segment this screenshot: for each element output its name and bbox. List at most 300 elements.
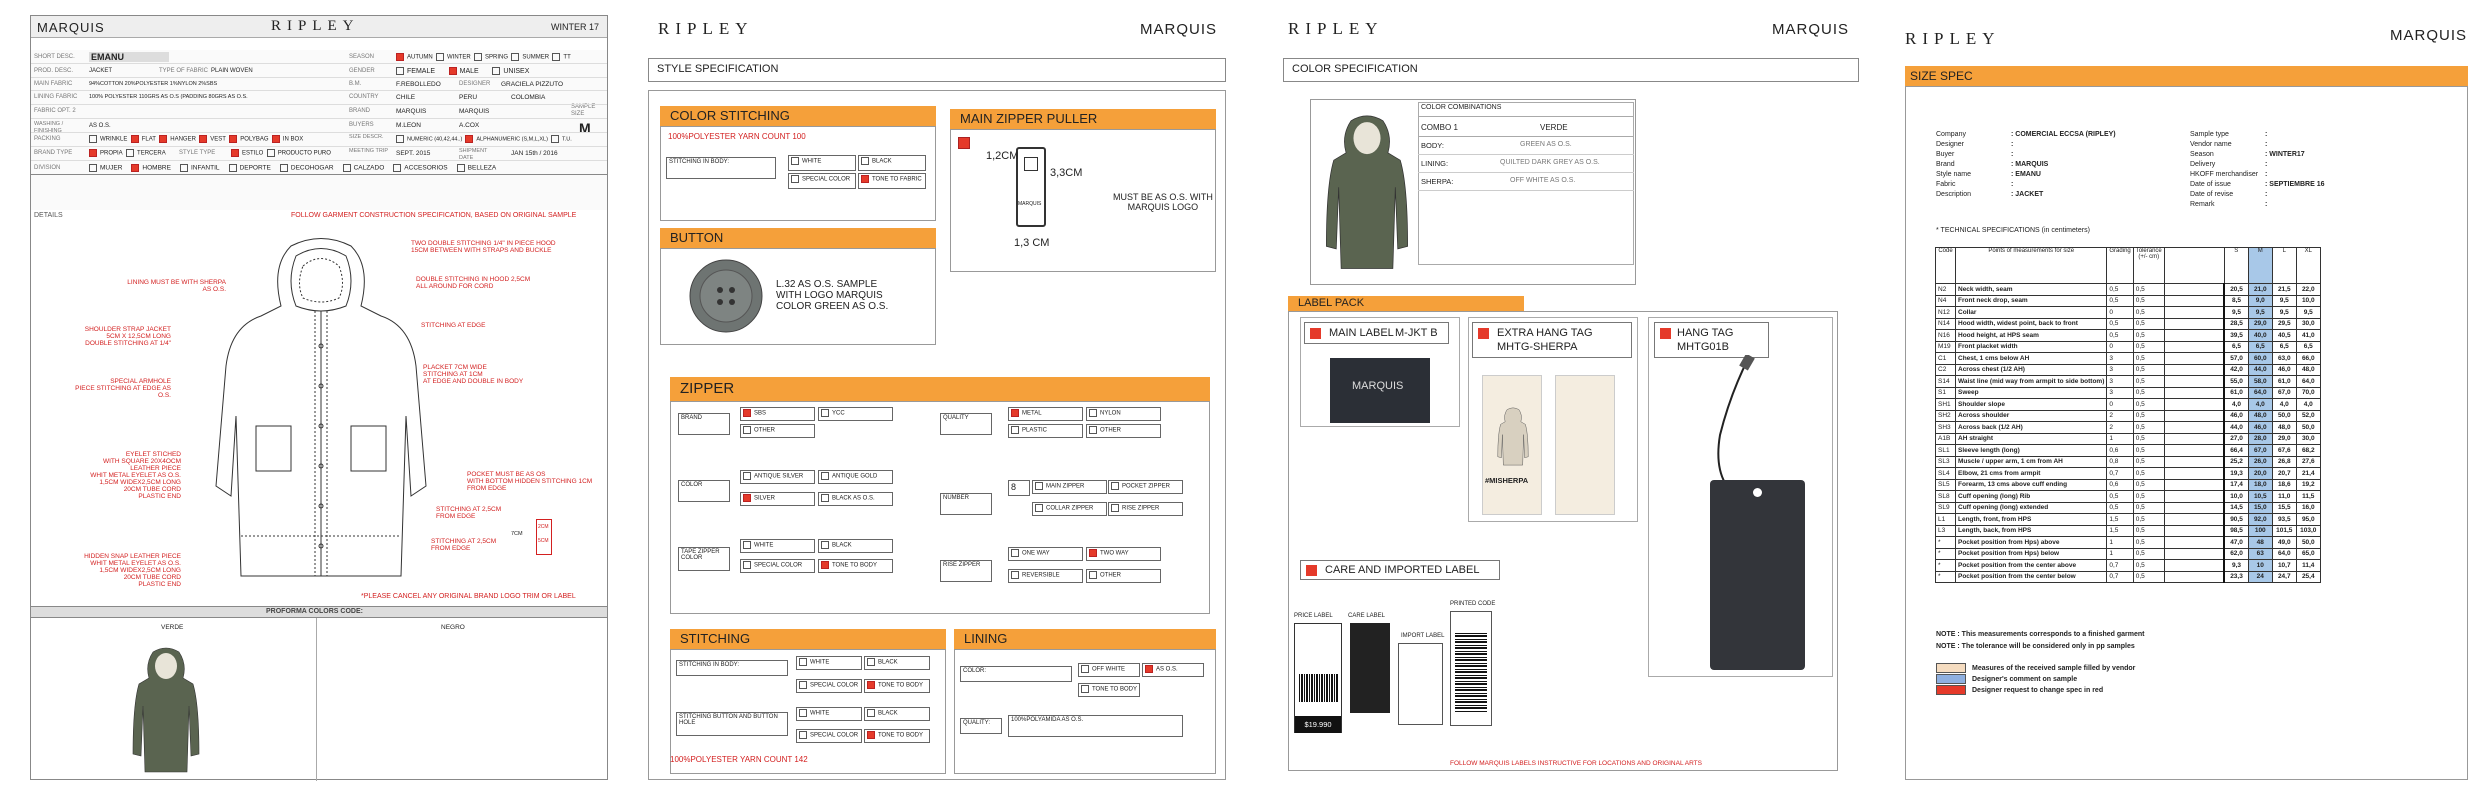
table-cell: 61,0: [2224, 387, 2248, 399]
dimension-label: 1,2CM: [986, 150, 1019, 162]
country-label: COUNTRY: [349, 94, 379, 100]
meeting-trip-label: MEETING TRIP: [349, 148, 389, 154]
table-cell: Across back (1/2 AH): [1956, 422, 2107, 434]
table-cell: 44,0: [2224, 422, 2248, 434]
table-row: [1936, 525, 2321, 537]
button-image: [688, 258, 764, 334]
checkbox[interactable]: [465, 135, 473, 143]
table-cell: [2164, 537, 2224, 549]
table-header-cell: M: [2248, 248, 2272, 284]
button-note: L.32 AS O.S. SAMPLE WITH LOGO MARQUIS COLOR GREEN AS O.S.: [776, 279, 889, 312]
option-cell[interactable]: OTHER: [740, 424, 815, 438]
jacket-technical-drawing: [211, 236, 431, 596]
legend-swatch: [1936, 674, 1966, 684]
checkbox[interactable]: [131, 164, 139, 172]
info-value: :: [2265, 201, 2268, 208]
table-cell: 15,5: [2272, 502, 2296, 514]
checkbox[interactable]: [180, 164, 188, 172]
checkbox[interactable]: [457, 164, 465, 172]
option-cell[interactable]: ANTIQUE GOLD: [818, 470, 893, 484]
table-cell: 0,6: [2107, 479, 2133, 491]
table-cell: 0,5: [2133, 445, 2164, 457]
table-cell: 9,0: [2248, 295, 2272, 307]
designer-label: DESIGNER: [459, 81, 491, 87]
table-cell: 20,7: [2272, 468, 2296, 480]
info-label: Season: [2190, 151, 2214, 158]
table-cell: 0,5: [2133, 571, 2164, 583]
table-cell: 50,0: [2296, 422, 2320, 434]
style-type-options: ESTILO PRODUCTO PURO: [231, 149, 331, 158]
table-cell: [2164, 468, 2224, 480]
table-cell: 29,0: [2272, 433, 2296, 445]
color-name: NEGRO: [441, 624, 465, 631]
table-cell: 24: [2248, 571, 2272, 583]
table-cell: Shoulder slope: [1956, 399, 2107, 411]
table-cell: [2164, 571, 2224, 583]
table-cell: 48,0: [2248, 410, 2272, 422]
table-cell: 3: [2107, 364, 2133, 376]
table-cell: 9,3: [2224, 560, 2248, 572]
checkbox[interactable]: [396, 135, 404, 143]
info-value: : WINTER17: [2265, 151, 2305, 158]
field-label: MAIN FABRIC: [34, 81, 73, 87]
option-cell[interactable]: MAIN ZIPPER: [1032, 480, 1107, 494]
buyers-label: BUYERS: [349, 122, 374, 128]
table-cell: 4,0: [2224, 399, 2248, 411]
note-line: NOTE : This measurements corresponds to a finished garment: [1936, 631, 2145, 638]
table-cell: 57,0: [2224, 353, 2248, 365]
table-cell: *: [1936, 548, 1956, 560]
hang-tag-title: HANG TAG MHTG01B: [1654, 322, 1769, 358]
option-cell[interactable]: BLACK: [858, 155, 926, 171]
table-cell: 0: [2107, 399, 2133, 411]
table-cell: 70,0: [2296, 387, 2320, 399]
table-cell: 0,5: [2107, 318, 2133, 330]
table-cell: Waist line (mid way from armpit to side bottom): [1956, 376, 2107, 388]
combo-row-value: OFF WHITE AS O.S.: [1510, 177, 1576, 184]
table-row: [1936, 284, 2321, 296]
info-row: [2190, 170, 2325, 180]
option-cell[interactable]: POCKET ZIPPER: [1108, 480, 1183, 494]
checkbox[interactable]: [474, 53, 482, 61]
table-cell: 11,4: [2296, 560, 2320, 572]
table-cell: Neck width, seam: [1956, 284, 2107, 296]
option-cell[interactable]: SPECIAL COLOR: [796, 729, 862, 743]
table-cell: 24,7: [2272, 571, 2296, 583]
table-cell: N12: [1936, 307, 1956, 319]
table-row: [1936, 318, 2321, 330]
table-header-cell: Tolerance (+/- cm): [2133, 248, 2164, 284]
checkbox[interactable]: [231, 149, 239, 157]
checkbox[interactable]: [492, 67, 500, 75]
table-cell: 0,5: [2133, 330, 2164, 342]
checkbox[interactable]: [396, 53, 404, 61]
field-label: FABRIC OPT. 2: [34, 108, 76, 114]
size-desc-options: NUMERIC (40,42,44..) ALPHANUMERIC (S,M,L,XL) T.U.: [396, 135, 572, 143]
table-cell: L3: [1936, 525, 1956, 537]
table-cell: 0,5: [2107, 502, 2133, 514]
table-cell: 6,5: [2248, 341, 2272, 353]
table-cell: Pocket position from Hps) above: [1956, 537, 2107, 549]
ripley-logo: RIPLEY: [1905, 29, 2001, 48]
info-label: Buyer: [1936, 151, 1955, 158]
table-row: [1936, 468, 2321, 480]
checkbox[interactable]: [393, 164, 401, 172]
table-cell: 19,2: [2296, 479, 2320, 491]
table-cell: 1,5: [2107, 525, 2133, 537]
option-cell[interactable]: SPECIAL COLOR: [740, 559, 815, 573]
table-cell: 25,4: [2296, 571, 2320, 583]
rise-zipper-label: RISE ZIPPER: [940, 560, 992, 582]
table-cell: SL8: [1936, 491, 1956, 503]
info-label: Fabric: [1936, 181, 1956, 188]
table-cell: Forearm, 13 cms above cuff ending: [1956, 479, 2107, 491]
field-label: LINING FABRIC: [34, 94, 78, 100]
table-cell: 0,5: [2133, 341, 2164, 353]
care-item-label: PRICE LABEL: [1294, 613, 1333, 619]
checkbox[interactable]: [436, 53, 444, 61]
table-cell: SL9: [1936, 502, 1956, 514]
legend-text: Designer's comment on sample: [1972, 675, 2078, 683]
option-cell[interactable]: TONE TO BODY: [864, 679, 930, 693]
button-header: BUTTON: [660, 228, 936, 248]
table-cell: 63: [2248, 548, 2272, 560]
table-cell: Length, back, from HPS: [1956, 525, 2107, 537]
table-cell: N14: [1936, 318, 1956, 330]
option-cell[interactable]: SPECIAL COLOR: [796, 679, 862, 693]
option-cell[interactable]: WHITE: [796, 707, 862, 721]
table-cell: 67,0: [2248, 445, 2272, 457]
table-row: [1936, 479, 2321, 491]
combo-row-label: LINING:: [1421, 159, 1449, 168]
info-row: [1936, 170, 2116, 180]
stitching-note: 100%POLYESTER YARN COUNT 142: [670, 755, 808, 764]
lining-quality-label: QUALITY:: [960, 718, 1002, 734]
option-cell[interactable]: OTHER: [1086, 424, 1161, 438]
table-cell: 0,5: [2133, 387, 2164, 399]
option-cell[interactable]: WHITE: [740, 539, 815, 553]
table-cell: 18,6: [2272, 479, 2296, 491]
table-cell: Elbow, 21 cms from armpit: [1956, 468, 2107, 480]
country-value: CHILE: [396, 94, 416, 101]
table-cell: 62,0: [2224, 548, 2248, 560]
checkbox[interactable]: [89, 164, 97, 172]
table-cell: 1: [2107, 433, 2133, 445]
combo-row-label: BODY:: [1421, 141, 1444, 150]
table-cell: AH straight: [1956, 433, 2107, 445]
info-label: Brand: [1936, 161, 1955, 168]
checkbox[interactable]: [280, 164, 288, 172]
combo-row-label: SHERPA:: [1421, 177, 1454, 186]
table-cell: 28,0: [2248, 433, 2272, 445]
dimension-label: 1,3 CM: [1014, 237, 1050, 249]
dimension-label: 3,3CM: [1050, 167, 1083, 179]
info-row: [2190, 140, 2325, 150]
table-header-cell: XL: [2296, 248, 2320, 284]
table-cell: Muscle / upper arm, 1 cm from AH: [1956, 456, 2107, 468]
table-cell: Length, front, from HPS: [1956, 514, 2107, 526]
info-row: [1936, 140, 2116, 150]
option-cell[interactable]: NYLON: [1086, 407, 1161, 421]
option-cell[interactable]: WHITE: [788, 155, 856, 171]
table-cell: 46,0: [2224, 410, 2248, 422]
option-cell[interactable]: BLACK: [864, 707, 930, 721]
option-cell[interactable]: BLACK: [818, 539, 893, 553]
option-cell[interactable]: SILVER: [740, 492, 815, 506]
field-value: EMANU: [89, 52, 169, 62]
table-row: [1936, 514, 2321, 526]
checkbox[interactable]: [551, 135, 559, 143]
checkbox[interactable]: [511, 53, 519, 61]
table-cell: 0,5: [2107, 284, 2133, 296]
legend-text: Measures of the received sample filled by vendor: [1972, 664, 2136, 672]
table-cell: 0,5: [2133, 295, 2164, 307]
table-cell: L1: [1936, 514, 1956, 526]
option-cell[interactable]: WHITE: [796, 656, 862, 670]
panel-color-specification: [1270, 15, 1860, 780]
main-zipper-header: MAIN ZIPPER PULLER: [950, 109, 1216, 129]
option-cell[interactable]: OTHER: [1086, 569, 1161, 583]
option-cell[interactable]: AS O.S.: [1142, 663, 1204, 677]
option-cell[interactable]: OFF WHITE: [1078, 663, 1140, 677]
callout-text: LINING MUST BE WITH SHERPA AS O.S.: [127, 279, 226, 293]
callout-text: STITCHING AT EDGE: [421, 322, 486, 329]
table-cell: 41,0: [2296, 330, 2320, 342]
table-cell: 10,5: [2248, 491, 2272, 503]
option-cell[interactable]: TONE TO FABRIC: [858, 173, 926, 189]
style-type-label: STYLE TYPE: [179, 150, 216, 156]
option-cell[interactable]: TWO WAY: [1086, 547, 1161, 561]
table-cell: Pocket position from the center below: [1956, 571, 2107, 583]
option-cell[interactable]: TONE TO BODY: [818, 559, 893, 573]
table-cell: 30,0: [2296, 318, 2320, 330]
info-label: Designer: [1936, 141, 1965, 148]
table-cell: 63,0: [2272, 353, 2296, 365]
legend-text: Designer request to change spec in red: [1972, 686, 2104, 694]
zipper-note: MUST BE AS O.S. WITH MARQUIS LOGO: [1113, 192, 1213, 212]
info-label: Delivery: [2190, 161, 2216, 168]
table-cell: 46,0: [2272, 364, 2296, 376]
option-cell[interactable]: TONE TO BODY: [864, 729, 930, 743]
checkbox[interactable]: [552, 53, 560, 61]
table-cell: [2164, 353, 2224, 365]
table-cell: 48,0: [2272, 422, 2296, 434]
option-cell[interactable]: REVERSIBLE: [1008, 569, 1083, 583]
section-title: COLOR SPECIFICATION: [1283, 58, 1859, 82]
callout-text: HIDDEN SNAP LEATHER PIECE WHIT METAL EYELET AS O.S. 1,5CM WIDEX2,5CM LONG 20CM TUBE CORD PLASTIC END: [84, 553, 181, 588]
marquis-logo: MARQUIS: [1772, 21, 1850, 38]
option-cell[interactable]: METAL: [1008, 407, 1083, 421]
table-cell: [2164, 491, 2224, 503]
option-cell[interactable]: ANTIQUE SILVER: [740, 470, 815, 484]
marquis-logo: MARQUIS: [37, 20, 105, 35]
checkbox[interactable]: [131, 135, 139, 143]
season-field-label: SEASON: [349, 54, 375, 60]
field-value: 100% POLYESTER 110GRS AS O.S (PADDING 80GRS AS O.S.: [89, 94, 248, 100]
checkbox[interactable]: [343, 164, 351, 172]
table-cell: SH3: [1936, 422, 1956, 434]
brand-value: MARQUIS: [459, 108, 490, 115]
dimension-label: 7CM: [511, 531, 523, 537]
option-cell[interactable]: SBS: [740, 407, 815, 421]
info-row: [2190, 190, 2325, 200]
zipper-puller-drawing: MARQUIS: [1016, 147, 1046, 227]
table-cell: 48,0: [2296, 364, 2320, 376]
table-cell: [2164, 307, 2224, 319]
care-item-label: IMPORT LABEL: [1401, 633, 1445, 639]
info-left: [1936, 130, 2116, 200]
callout-text: SPECIAL ARMHOLE PIECE STITCHING AT EDGE AS O.S.: [75, 378, 171, 399]
care-label-image: [1350, 623, 1390, 713]
size-desc-label: SIZE DESCR.: [349, 134, 384, 140]
table-cell: 28,5: [2224, 318, 2248, 330]
shipment-date-value: JAN 15th / 2016: [511, 150, 558, 157]
option-cell[interactable]: TONE TO BODY: [1078, 683, 1140, 697]
table-cell: SL3: [1936, 456, 1956, 468]
color-stitching-header: COLOR STITCHING: [660, 106, 936, 126]
table-cell: 0,5: [2133, 548, 2164, 560]
checkbox[interactable]: [89, 135, 97, 143]
checkbox[interactable]: [449, 67, 457, 75]
table-cell: [2164, 445, 2224, 457]
table-cell: S14: [1936, 376, 1956, 388]
checkbox[interactable]: [89, 149, 97, 157]
table-cell: 0,5: [2133, 284, 2164, 296]
table-row: [1936, 537, 2321, 549]
option-cell[interactable]: YCC: [818, 407, 893, 421]
table-row: [1936, 571, 2321, 583]
info-label: HKOFF merchandiser: [2190, 171, 2259, 178]
checkbox[interactable]: [396, 67, 404, 75]
table-cell: [2164, 284, 2224, 296]
proforma-label: PROFORMA COLORS CODE:: [266, 608, 363, 615]
table-cell: Front neck drop, seam: [1956, 295, 2107, 307]
callout-text: PLACKET 7CM WIDE STITCHING AT 1CM AT EDGE AND DOUBLE IN BODY: [423, 364, 524, 385]
table-cell: Across shoulder: [1956, 410, 2107, 422]
info-row: [2190, 200, 2325, 210]
info-label: Company: [1936, 131, 1966, 138]
checkbox[interactable]: [159, 135, 167, 143]
table-cell: 52,0: [2296, 410, 2320, 422]
table-cell: 98,5: [2224, 525, 2248, 537]
checkbox[interactable]: [229, 135, 237, 143]
option-cell[interactable]: RISE ZIPPER: [1108, 502, 1183, 516]
brand-value: MARQUIS: [396, 108, 427, 115]
table-row: [1936, 341, 2321, 353]
season-options: AUTUMN WINTER SPRING SUMMER TT: [396, 53, 571, 62]
option-cell[interactable]: BLACK AS O.S.: [818, 492, 893, 506]
table-cell: 27,6: [2296, 456, 2320, 468]
info-value: : MARQUIS: [2011, 161, 2049, 168]
table-cell: 11,5: [2296, 491, 2320, 503]
table-cell: 2: [2107, 422, 2133, 434]
table-cell: 50,0: [2296, 537, 2320, 549]
type-fabric-value: PLAIN WOVEN: [211, 68, 253, 74]
option-cell[interactable]: BLACK: [864, 656, 930, 670]
checkbox[interactable]: [272, 135, 280, 143]
checkbox[interactable]: [199, 135, 207, 143]
size-spec-bar: SIZE SPEC: [1905, 66, 2468, 86]
table-cell: 39,5: [2224, 330, 2248, 342]
info-value: :: [2265, 161, 2268, 168]
ripley-logo: RIPLEY: [1288, 19, 1384, 38]
info-label: Date of revise: [2190, 191, 2234, 198]
table-cell: 9,5: [2272, 307, 2296, 319]
table-cell: Pocket position from the center above: [1956, 560, 2107, 572]
table-cell: 0,7: [2107, 560, 2133, 572]
table-cell: Hood width, widest point, back to front: [1956, 318, 2107, 330]
info-value: : COMERCIAL ECCSA (RIPLEY): [2011, 131, 2116, 138]
table-row: [1936, 422, 2321, 434]
table-cell: 0,5: [2133, 514, 2164, 526]
checkbox[interactable]: [267, 149, 275, 157]
option-cell[interactable]: PLASTIC: [1008, 424, 1083, 438]
green-jacket-image: [1322, 111, 1412, 271]
table-cell: 25,2: [2224, 456, 2248, 468]
sample-size-label: SAMPLE SIZE: [571, 104, 596, 118]
tape-zipper-label: TAPE ZIPPER COLOR: [678, 547, 730, 571]
table-cell: 0: [2107, 307, 2133, 319]
table-cell: 15,0: [2248, 502, 2272, 514]
table-cell: 0,5: [2133, 468, 2164, 480]
table-cell: Front placket width: [1956, 341, 2107, 353]
table-cell: 58,0: [2248, 376, 2272, 388]
field-label: PROD. DESC.: [34, 68, 74, 74]
option-cell[interactable]: SPECIAL COLOR: [788, 173, 856, 189]
extra-tag-title: EXTRA HANG TAG MHTG-SHERPA: [1472, 322, 1632, 358]
ripley-logo: RIPLEY: [271, 18, 360, 34]
brand-type-options: PROPIA TERCERA: [89, 149, 166, 158]
legend-swatch: [1936, 663, 1966, 673]
brand-label: BRAND: [349, 108, 371, 114]
checkbox[interactable]: [229, 164, 237, 172]
callout-text: EYELET STICHED WITH SQUARE 20X4OCM LEATHER PIECE WHIT METAL EYELET AS O.S. 1,5CM WIDEX2,5CM LONG 20CM TUBE CORD PLASTIC END: [90, 451, 181, 500]
combos-header: COLOR COMBINATIONS: [1421, 104, 1502, 111]
table-header-cell: Code: [1936, 248, 1956, 284]
table-cell: 6,5: [2296, 341, 2320, 353]
country-value: PERU: [459, 94, 478, 101]
info-value: : SEPTIEMBRE 16: [2265, 181, 2325, 188]
info-value: :: [2011, 141, 2014, 148]
callout-text: STITCHING AT 2,5CM FROM EDGE: [431, 538, 497, 552]
table-cell: N2: [1936, 284, 1956, 296]
stitching-body-label: STITCHING IN BODY:: [676, 660, 788, 676]
info-row: [2190, 130, 2325, 140]
option-cell[interactable]: COLLAR ZIPPER: [1032, 502, 1107, 516]
dimension-label: 2CM: [538, 524, 549, 530]
designer-value: GRACIELA PIZZUTO: [501, 81, 564, 88]
table-cell: 64,0: [2248, 387, 2272, 399]
green-jacket-image: [131, 644, 201, 774]
combo-row-value: GREEN AS O.S.: [1520, 141, 1572, 148]
table-row: [1936, 376, 2321, 388]
table-cell: 0,5: [2133, 399, 2164, 411]
details-label: DETAILS: [34, 212, 63, 219]
info-table: [31, 50, 607, 210]
table-cell: 101,5: [2272, 525, 2296, 537]
panel-style-specification: [648, 15, 1228, 780]
table-cell: M19: [1936, 341, 1956, 353]
table-cell: 0,5: [2133, 537, 2164, 549]
table-cell: *: [1936, 537, 1956, 549]
checkbox[interactable]: [126, 149, 134, 157]
care-label-title: CARE AND IMPORTED LABEL: [1300, 560, 1500, 580]
option-cell[interactable]: ONE WAY: [1008, 547, 1083, 561]
country-value: COLOMBIA: [511, 94, 546, 101]
table-cell: 1,5: [2107, 514, 2133, 526]
info-label: Description: [1936, 191, 1972, 198]
info-value: : JACKET: [2011, 191, 2044, 198]
